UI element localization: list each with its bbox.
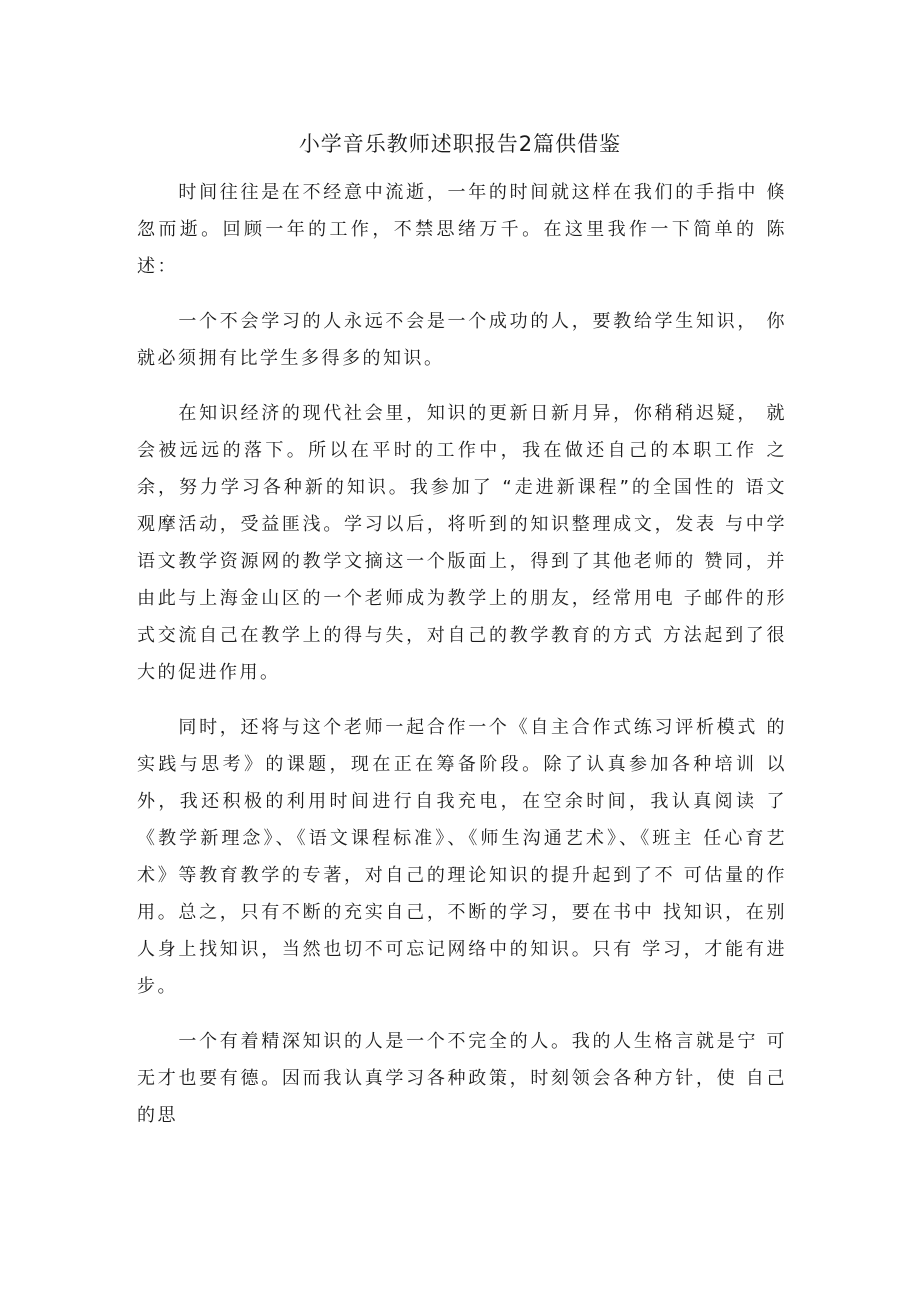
paragraph-virtue: 一个有着精深知识的人是一个不完全的人。我的人生格言就是宁 可无才也要有德。因而我认真学习各种政策，时刻领会各种方针，使 自己的思: [137, 1031, 787, 1126]
document-body: [137, 174, 787, 1152]
paragraph-knowledge-economy: 在知识经济的现代社会里，知识的更新日新月异，你稍稍迟疑， 就会被远远的落下。所以在平时的工作中，我在做还自己的本职工作 之余，努力学习各种新的知识。我参加了 “走进新课程”的全国性的 语文观摩活动，受益匪浅。学习以后，将听到的知识整理成文，发表 与中学语文教学资源网的教学文摘这一个版面上，得到了其他老师的 赞同，并由此与上海金山区的一个老师成为教学上的朋友，经常用电 子邮件的形式交流自己在教学上的得与失，对自己的教学教育的方式 方法起到了很大的促进作用。: [137, 403, 787, 683]
paragraph-intro: 时间往往是在不经意中流逝，一年的时间就这样在我们的手指中 倏忽而逝。回顾一年的工作，不禁思绪万千。在这里我作一下简单的 陈述：: [137, 182, 787, 277]
document-title: 小学音乐教师述职报告2篇供借鉴: [298, 132, 622, 156]
paragraph-cooperation: 同时，还将与这个老师一起合作一个《自主合作式练习评析模式 的实践与思考》的课题，现在正在筹备阶段。除了认真参加各种培训 以外，我还积极的利用时间进行自我充电，在空余时间，我认真阅读 了《教学新理念》、《语文课程标准》、《师生沟通艺术》、《班主 任心育艺术》等教育教学的专著，对自己的理论知识的提升起到了不 可估量的作用。总之，只有不断的充实自己，不断的学习，要在书中 找知识，在别人身上找知识，当然也切不可忘记网络中的知识。只有 学习，才能有进步。: [137, 717, 787, 997]
paragraph-learning: 一个不会学习的人永远不会是一个成功的人，要教给学生知识， 你就必须拥有比学生多得多的知识。: [137, 311, 787, 369]
